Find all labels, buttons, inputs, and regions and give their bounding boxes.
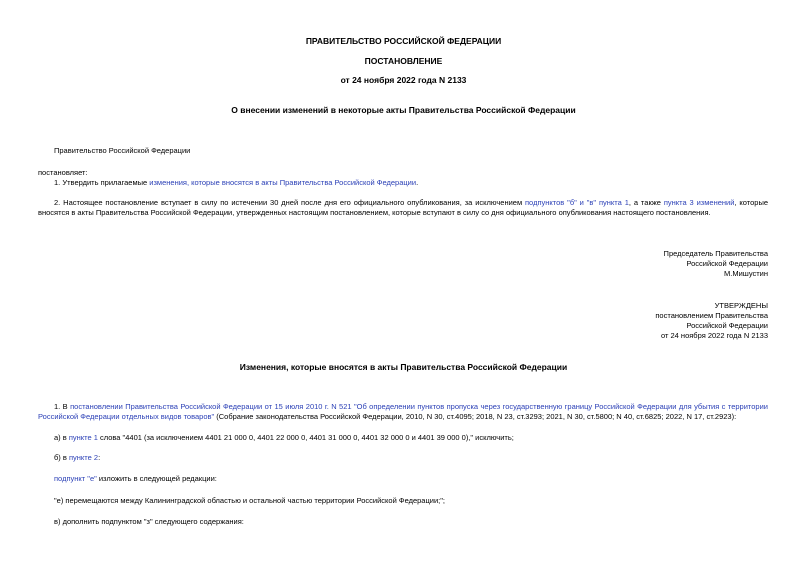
changes-title: Изменения, которые вносятся в акты Правительства Российской Федерации	[239, 362, 568, 372]
subitem-v: в) дополнить подпунктом "з" следующего содержания:	[54, 517, 244, 526]
resolution-521-link[interactable]: постановлении Правительства Российской Федерации от 15 июля 2010 г. N 521 "Об определении пунктов пропуска через государственную границу Российской Федерации для убытия с территории Российской Федерации отдельных видов товаров"	[38, 402, 768, 421]
approved-label: УТВЕРЖДЕНЫ	[714, 301, 768, 310]
paragraph-2	[38, 198, 768, 218]
paragraph-2-text-2: , а также	[628, 198, 664, 207]
changes-link[interactable]: изменения, которые вносятся в акты Правительства Российской Федерации	[149, 178, 417, 187]
approved-date: от 24 ноября 2022 года N 2133	[660, 331, 768, 340]
quoted-text: "е) перемещаются между Калининградской областью и остальной частью территории Российской Федерации;";	[54, 496, 445, 505]
issuer-line: Правительство Российской Федерации	[54, 146, 191, 155]
point-2-link[interactable]: пункте 2	[68, 453, 99, 462]
decrees-line: постановляет:	[38, 168, 88, 177]
subitem-b-sub-text: изложить в следующей редакции:	[96, 474, 217, 483]
item-1-text-2: (Собрание законодательства Российской Федерации, 2010, N 30, ст.4095; 2018, N 23, ст.3293; 2021, N 30, ст.5800; N 40, ст.6825; 2022, N 17, ст.2923):	[214, 412, 737, 421]
subparagraphs-link[interactable]: подпунктов "б" и "в" пункта 1	[525, 198, 629, 207]
signature-position: Председатель Правительства	[663, 249, 768, 258]
paragraph-1-end: .	[416, 178, 419, 187]
subitem-b-text-2: :	[98, 453, 101, 462]
changes-item-1	[38, 402, 768, 422]
signature-country: Российской Федерации	[686, 259, 768, 268]
subitem-a-text-1: а) в	[54, 433, 69, 442]
date-number-heading: от 24 ноября 2022 года N 2133	[340, 75, 467, 85]
subitem-a	[54, 433, 514, 443]
subitem-a-text-2: слова "4401 (за исключением 4401 21 000 0, 4401 22 000 0, 4401 31 000 0, 4401 32 000 0 и 4401 39 000 0)," исключить;	[97, 433, 514, 442]
paragraph-1	[54, 178, 418, 188]
paragraph-2-text-1: 2. Настоящее постановление вступает в силу по истечении 30 дней после дня его официального опубликования, за исключением	[54, 198, 525, 207]
point-3-link[interactable]: пункта 3 изменений	[663, 198, 735, 207]
signature-name: М.Мишустин	[724, 269, 768, 278]
approved-by: постановлением Правительства	[655, 311, 768, 320]
paragraph-1-text: 1. Утвердить прилагаемые	[54, 178, 150, 187]
paragraph-2-text-3: , которые вносятся в акты Правительства Российской Федерации, утвержденных настоящим постановлением, которые вступают в силу со дня официального опубликования настоящего постановления.	[38, 198, 769, 217]
subitem-b-text-1: б) в	[54, 453, 69, 462]
document-type-heading: ПОСТАНОВЛЕНИЕ	[364, 56, 443, 66]
subject-heading: О внесении изменений в некоторые акты Правительства Российской Федерации	[231, 105, 576, 115]
government-heading: ПРАВИТЕЛЬСТВО РОССИЙСКОЙ ФЕДЕРАЦИИ	[305, 36, 502, 46]
item-1-text-1: 1. В	[54, 402, 71, 411]
point-1-link[interactable]: пункте 1	[68, 433, 98, 442]
subitem-b	[54, 453, 100, 463]
subitem-b-sub	[54, 474, 217, 484]
approved-country: Российской Федерации	[686, 321, 768, 330]
subpoint-e-link[interactable]: подпункт "е"	[54, 474, 97, 483]
